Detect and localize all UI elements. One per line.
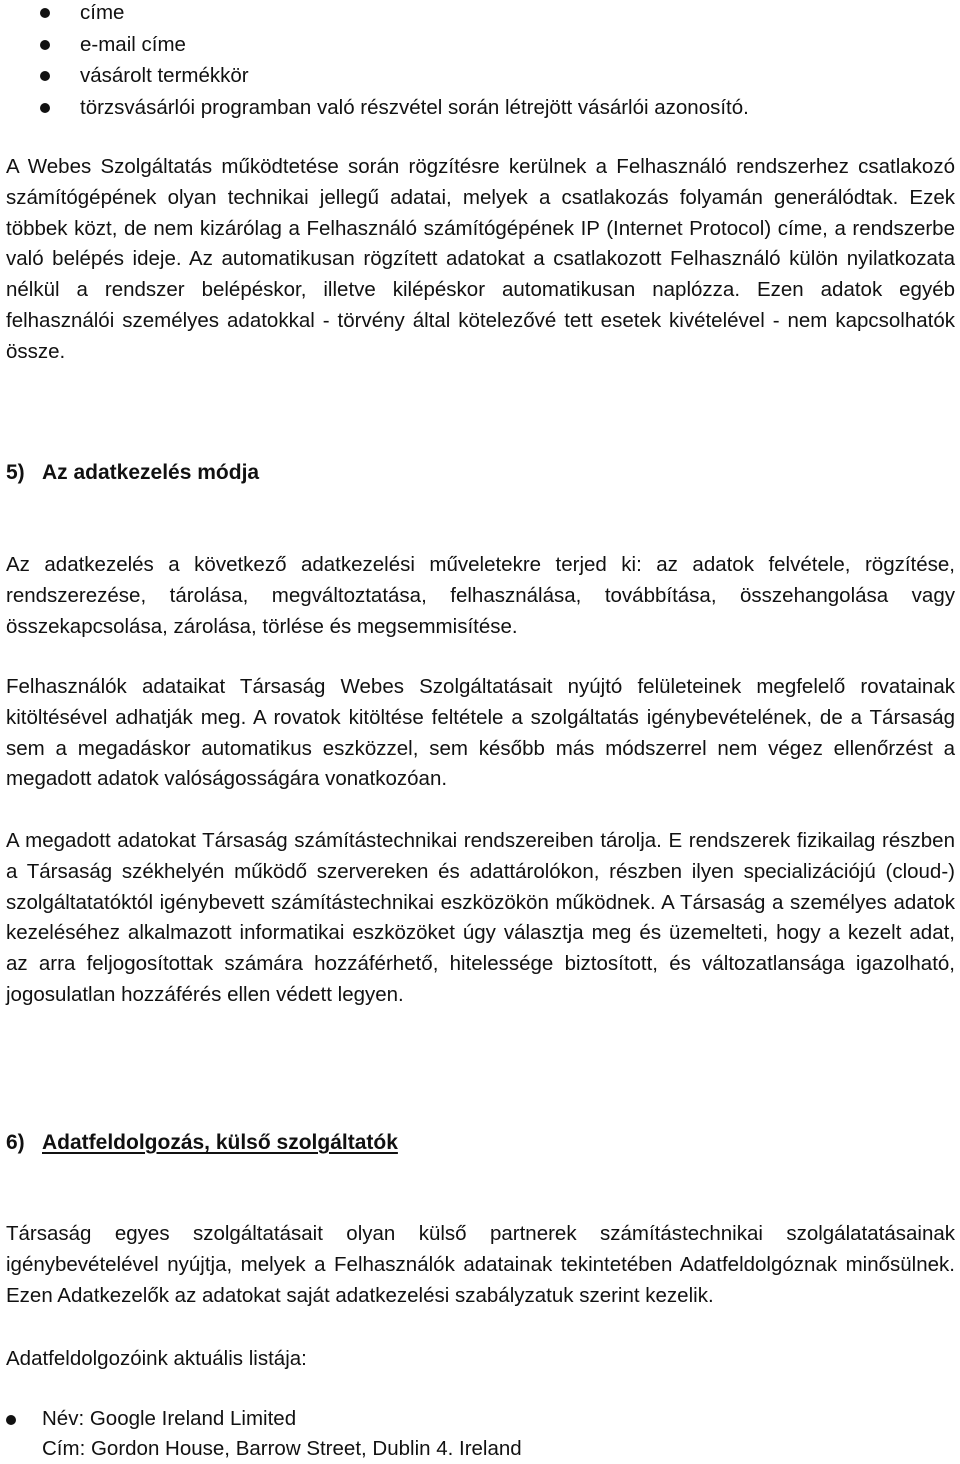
list-item: [0, 63, 960, 95]
bullet-icon: [40, 103, 50, 113]
bullet-icon: [40, 40, 50, 50]
section-5-heading: [6, 458, 259, 488]
list-item-text: címe: [80, 1, 125, 24]
processors-list-label: Adatfeldolgozóink aktuális listája:: [6, 1347, 307, 1370]
bullet-icon: [40, 71, 50, 81]
processor-name: Név: Google Ireland Limited: [42, 1407, 297, 1430]
technical-data-paragraph: A Webes Szolgáltatás működtetése során rögzítésre kerülnek a Felhasználó rendszerhez csatlakozó számítógépének olyan technikai jellegű adatai, melyek a csatlakozás folyamán generálódtak. Ezek többek közt, de nem kizárólag a Felhasználó számítógépének IP (Internet Protocol) címe, a rendszerbe való belépés ideje. Az automatikusan rögzített adatokat a csatlakozott Felhasználó külön nyilatkozata nélkül a rendszer belépéskor, illetve kilépéskor automatikusan naplózza. Ezen adatok egyéb felhasználói személyes adatokkal - törvény által kötelezővé tett esetek kivételével - nem kapcsolhatók össze.: [6, 155, 955, 363]
section-6-heading: [6, 1128, 398, 1158]
list-item-text: törzsvásárlói programban való részvétel során létrejött vásárlói azonosító.: [80, 95, 749, 119]
list-item: [0, 95, 960, 127]
section-5-paragraph-1: Az adatkezelés a következő adatkezelési műveletekre terjed ki: az adatok felvétele, rögzítése, rendszerezése, tárolása, megváltoztatása, felhasználása, továbbítása, összehangolása vagy összekapcsolása, zárolása, törlése és megsemmisítése.: [6, 553, 955, 638]
list-item: [0, 1404, 960, 1464]
list-item: [0, 0, 960, 32]
list-item-text: e-mail címe: [80, 32, 186, 56]
list-item-text: vásárolt termékkör: [80, 64, 249, 87]
list-item: [0, 32, 960, 64]
section-number: 5): [6, 461, 25, 484]
personal-data-list: [0, 0, 960, 126]
section-5-paragraph-2: Felhasználók adataikat Társaság Webes Szolgáltatásait nyújtó felületeinek megfelelő rovatainak kitöltésével adhatják meg. A rovatok kitöltése feltétele a szolgáltatás igénybevételének, de a Társaság sem a megadáskor automatikus eszközzel, sem később más módszerrel nem végez ellenőrzést a megadott adatok valóságosságára vonatkozóan.: [6, 675, 955, 791]
bullet-icon: [40, 8, 50, 18]
section-5-paragraph-3: A megadott adatokat Társaság számítástechnikai rendszereiben tárolja. E rendszerek fizikailag részben a Társaság székhelyén működő szervereken és adattárolókon, részben ilyen specializációjú (cloud-) szolgáltatatóktól igénybevett számítástechnikai eszközökön működnek. A Társaság a személyes adatok kezeléséhez alkalmazott informatikai eszközöket úgy választja meg és üzemelteti, hogy a kezelt adat, az arra feljogosítottak számára hozzáférhető, hitelessége biztosított, és változatlansága igazolható, jogosulatlan hozzáférés ellen védett legyen.: [6, 829, 955, 1006]
section-title: Adatfeldolgozás, külső szolgáltatók: [42, 1131, 398, 1154]
section-title: Az adatkezelés módja: [42, 461, 260, 484]
bullet-icon: [6, 1415, 16, 1425]
section-6-paragraph-1: Társaság egyes szolgáltatásait olyan külső partnerek számítástechnikai szolgálatatásainak igénybevételével nyújtja, melyek a Felhasználók adatainak tekintetében Adatfeldolgóznak minősülnek. Ezen Adatkezelők az adatokat saját adatkezelési szabályzatuk szerint kezelik.: [6, 1222, 955, 1307]
section-number: 6): [6, 1131, 25, 1154]
processors-list: [0, 1404, 960, 1464]
processor-address: Cím: Gordon House, Barrow Street, Dublin 4. Ireland: [42, 1437, 522, 1460]
